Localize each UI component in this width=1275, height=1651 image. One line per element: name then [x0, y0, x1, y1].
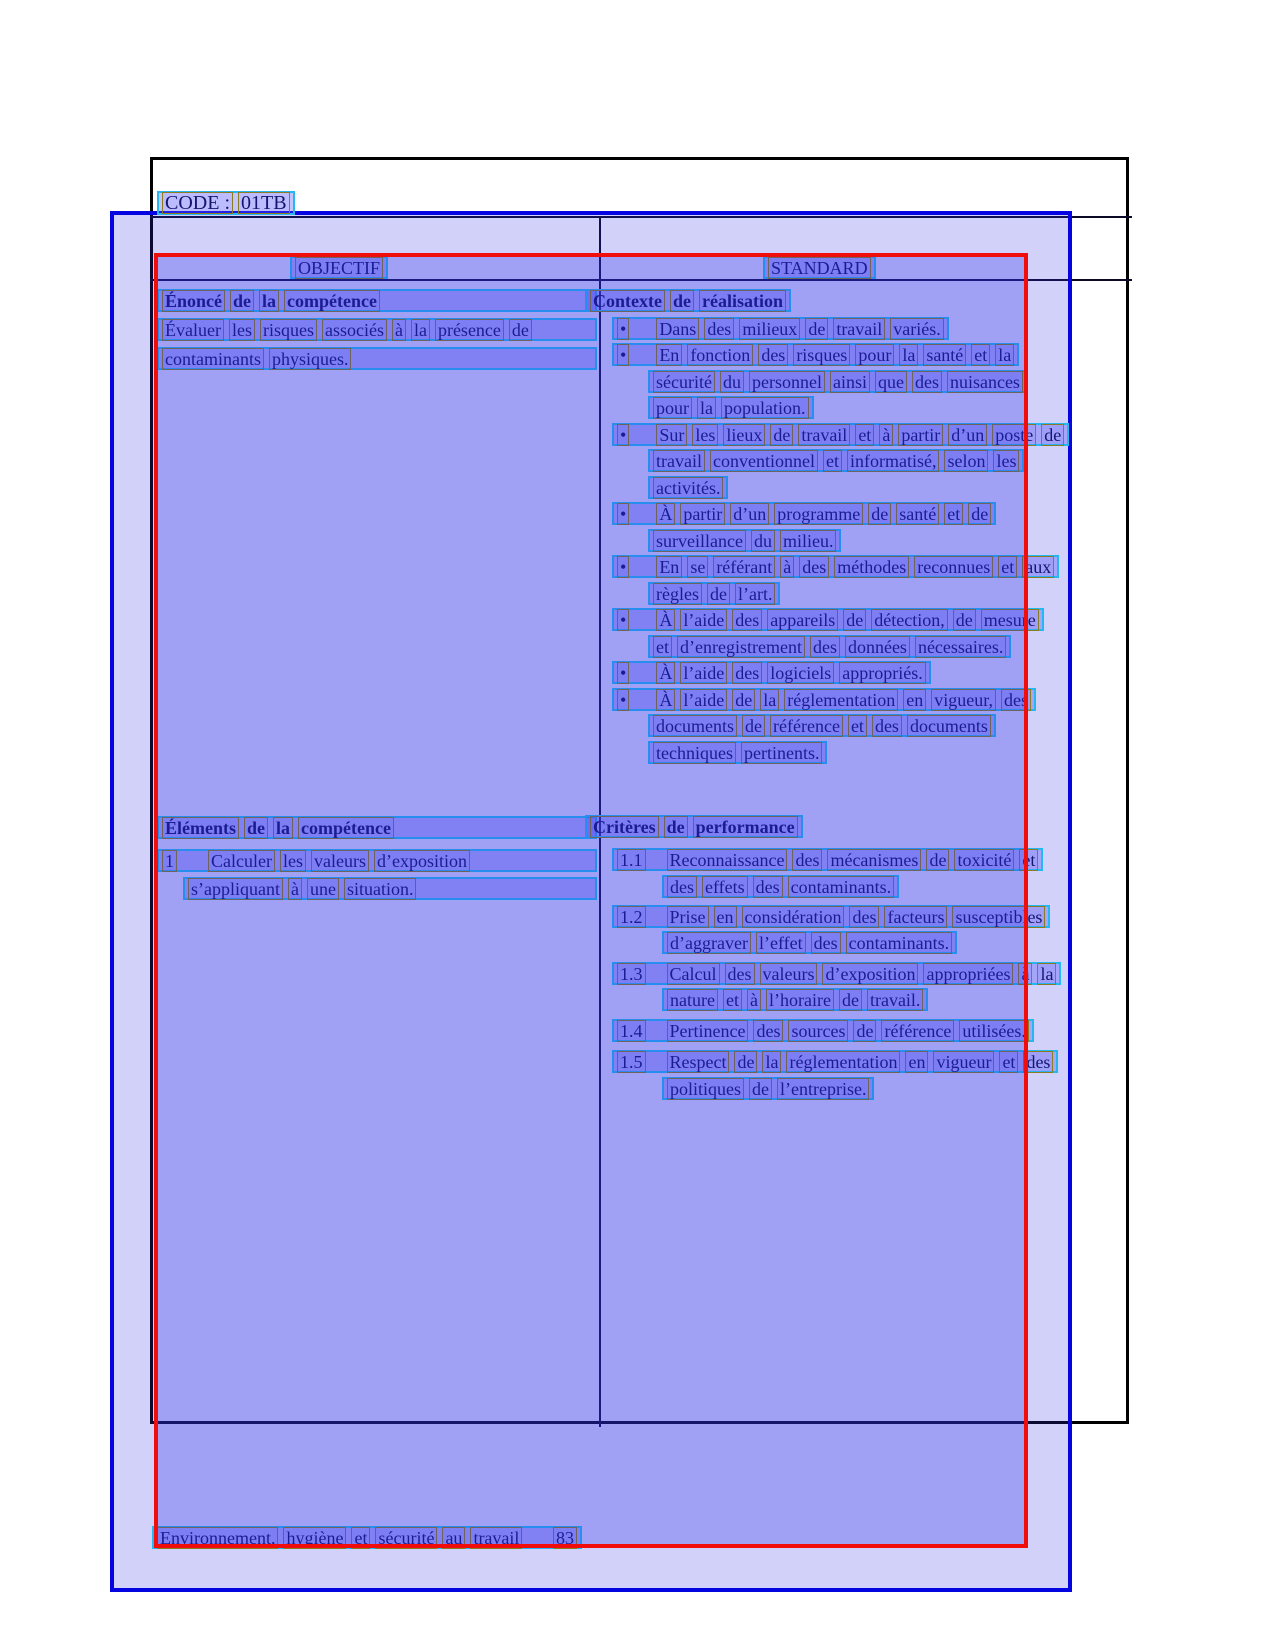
word-box: contaminants. — [788, 876, 894, 898]
word-box: l’aide — [680, 609, 727, 631]
word-box: CODE : — [162, 192, 233, 214]
word-box: réglementation — [786, 1051, 900, 1073]
word-box: Énoncé — [162, 290, 225, 312]
word-box: la — [259, 290, 279, 312]
word-box: Éléments — [162, 817, 239, 839]
word-box: de — [509, 319, 532, 341]
word-box: de — [742, 715, 765, 737]
word-box: OBJECTIF — [295, 257, 383, 279]
word-box: programme — [774, 503, 863, 525]
item-number: 1.5 — [617, 1051, 646, 1073]
word-box: techniques — [653, 742, 736, 764]
word-box: hygiène — [283, 1527, 346, 1549]
word-box: logiciels — [767, 662, 834, 684]
word-box: partir — [680, 503, 725, 525]
word-box: sécurité — [375, 1527, 437, 1549]
word-box: des — [758, 344, 788, 366]
word-box: vigueur — [933, 1051, 994, 1073]
word-box: Reconnaissance — [667, 849, 788, 871]
word-box: à — [1018, 963, 1032, 985]
bullet-icon: • — [617, 662, 629, 684]
word-box: d’aggraver — [667, 932, 751, 954]
word-box: de — [230, 290, 254, 312]
word-box: des — [810, 636, 840, 658]
word-box: de — [670, 290, 694, 312]
word-box: de — [868, 503, 891, 525]
word-box: et — [723, 989, 742, 1011]
word-box: reconnues — [914, 556, 993, 578]
word-box: de — [968, 503, 991, 525]
word-box: et — [998, 556, 1017, 578]
bullet-icon: • — [617, 318, 629, 340]
word-box: des — [753, 1020, 783, 1042]
word-box: la — [411, 319, 430, 341]
word-box: En — [656, 344, 682, 366]
bullet-icon: • — [617, 689, 629, 711]
word-box: milieux — [739, 318, 800, 340]
word-box: Calcul — [667, 963, 720, 985]
word-box: la — [899, 344, 918, 366]
word-box: l’art. — [735, 583, 775, 605]
word-box: d’exposition — [374, 850, 470, 872]
word-box: appropriés. — [839, 662, 925, 684]
word-box: de — [734, 1051, 757, 1073]
word-box: nécessaires. — [915, 636, 1006, 658]
word-box: À — [656, 609, 675, 631]
word-box: À — [656, 662, 675, 684]
word-box: de — [664, 816, 688, 838]
word-box: ainsi — [830, 371, 870, 393]
bullet-icon: • — [617, 609, 629, 631]
word-box: en — [903, 689, 926, 711]
word-box: référant — [713, 556, 775, 578]
word-box: des — [1001, 689, 1031, 711]
word-box: lieux — [723, 424, 765, 446]
word-box: et — [653, 636, 672, 658]
word-box: risques — [260, 319, 317, 341]
item-number: 1.2 — [617, 906, 646, 928]
word-box: les — [692, 424, 718, 446]
word-box: d’enregistrement — [677, 636, 805, 658]
word-box: l’entreprise. — [777, 1078, 869, 1100]
word-box: variés. — [890, 318, 943, 340]
word-box: référence — [770, 715, 843, 737]
word-box: facteurs — [884, 906, 947, 928]
word-box: l’aide — [680, 689, 727, 711]
word-box: de — [853, 1020, 876, 1042]
word-box: appareils — [767, 609, 838, 631]
item-number: 1.3 — [617, 963, 646, 985]
word-box: de — [707, 583, 730, 605]
word-box: Prise — [667, 906, 709, 928]
word-box: la — [995, 344, 1014, 366]
word-box: physiques. — [269, 348, 352, 370]
word-box: effets — [702, 876, 748, 898]
word-box: et — [999, 1051, 1018, 1073]
word-box: situation. — [344, 878, 417, 900]
word-box: En — [656, 556, 682, 578]
word-box: des — [732, 609, 762, 631]
word-box: des — [912, 371, 942, 393]
word-box: des — [872, 715, 902, 737]
word-box: des — [732, 662, 762, 684]
item-number: 1 — [162, 850, 177, 872]
word-box: Calculer — [208, 850, 275, 872]
word-box: détection, — [871, 609, 947, 631]
word-box: de — [770, 424, 793, 446]
word-box: informatisé, — [847, 450, 939, 472]
word-box: des — [849, 906, 879, 928]
word-box: documents — [907, 715, 991, 737]
word-box: du — [720, 371, 744, 393]
word-box: au — [442, 1527, 465, 1549]
code-line — [157, 191, 295, 215]
word-box: 01TB — [238, 192, 290, 214]
word-box: nature — [667, 989, 718, 1011]
word-box: contaminants — [162, 348, 264, 370]
word-box: pour — [653, 397, 692, 419]
word-box: des — [1023, 1051, 1053, 1073]
word-box: considération — [742, 906, 845, 928]
word-box: règles — [653, 583, 702, 605]
word-box: une — [307, 878, 339, 900]
word-box: de — [926, 849, 949, 871]
word-box: et — [944, 503, 963, 525]
word-box: personnel — [749, 371, 825, 393]
word-box: nuisances — [947, 371, 1023, 393]
annotation-inner-rect — [154, 253, 1028, 1548]
word-box: l’horaire — [766, 989, 834, 1011]
word-box: sécurité — [653, 371, 715, 393]
word-box: les — [280, 850, 306, 872]
word-box: d’un — [730, 503, 769, 525]
word-box: référence — [881, 1020, 954, 1042]
word-box: mécanismes — [827, 849, 921, 871]
word-box: documents — [653, 715, 737, 737]
word-box: susceptibles — [952, 906, 1045, 928]
word-box: en — [905, 1051, 928, 1073]
word-box: travail — [653, 450, 705, 472]
word-box: Contexte — [590, 290, 665, 312]
word-box: la — [762, 1051, 781, 1073]
word-box: en — [714, 906, 737, 928]
word-box: appropriées — [923, 963, 1013, 985]
word-box: et — [971, 344, 990, 366]
word-box: à — [780, 556, 794, 578]
word-box: À — [656, 503, 675, 525]
word-box: partir — [898, 424, 943, 446]
bullet-icon: • — [617, 344, 629, 366]
word-box: conventionnel — [710, 450, 818, 472]
word-box: et — [855, 424, 874, 446]
word-box: santé — [923, 344, 966, 366]
word-box: politiques — [667, 1078, 744, 1100]
word-box: Pertinence — [667, 1020, 749, 1042]
word-box: d’un — [948, 424, 987, 446]
word-box: de — [1041, 424, 1064, 446]
word-box: de — [843, 609, 866, 631]
word-box: à — [747, 989, 761, 1011]
word-box: du — [751, 530, 775, 552]
word-box: les — [993, 450, 1019, 472]
word-box: activités. — [653, 477, 723, 499]
word-box: des — [753, 876, 783, 898]
word-box: à — [288, 878, 302, 900]
bullet-icon: • — [617, 424, 629, 446]
word-box: de — [953, 609, 976, 631]
bullet-icon: • — [617, 556, 629, 578]
word-box: travail — [833, 318, 885, 340]
word-box: travail — [798, 424, 850, 446]
word-box: Évaluer — [162, 319, 224, 341]
word-box: de — [732, 689, 755, 711]
word-box: la — [273, 817, 293, 839]
word-box: pertinents. — [741, 742, 822, 764]
word-box: à — [392, 319, 406, 341]
word-box: et — [848, 715, 867, 737]
word-box: population. — [721, 397, 809, 419]
word-box: Respect — [667, 1051, 730, 1073]
word-box: surveillance — [653, 530, 746, 552]
word-box: selon — [944, 450, 988, 472]
word-box: réglementation — [784, 689, 898, 711]
word-box: Environnement, — [157, 1527, 278, 1549]
word-box: santé — [896, 503, 939, 525]
word-box: sources — [788, 1020, 848, 1042]
word-box: les — [229, 319, 255, 341]
word-box: valeurs — [311, 850, 369, 872]
word-box: contaminants. — [846, 932, 952, 954]
word-box: des — [725, 963, 755, 985]
word-box: des — [667, 876, 697, 898]
word-box: méthodes — [834, 556, 909, 578]
word-box: utilisées. — [959, 1020, 1029, 1042]
word-box: associés — [322, 319, 387, 341]
bullet-icon: • — [617, 503, 629, 525]
word-box: fonction — [687, 344, 753, 366]
word-box: STANDARD — [768, 257, 871, 279]
word-box: se — [687, 556, 708, 578]
word-box: des — [792, 849, 822, 871]
word-box: d’exposition — [822, 963, 918, 985]
word-box: et — [1019, 849, 1038, 871]
word-box: travail — [470, 1527, 522, 1549]
word-box: vigueur, — [931, 689, 996, 711]
word-box: de — [805, 318, 828, 340]
word-box: des — [799, 556, 829, 578]
word-box: À — [656, 689, 675, 711]
word-box: milieu. — [780, 530, 837, 552]
word-box: de — [244, 817, 268, 839]
word-box: présence — [435, 319, 504, 341]
word-box: performance — [693, 816, 798, 838]
item-number: 1.4 — [617, 1020, 646, 1042]
word-box: de — [839, 989, 862, 1011]
word-box: Sur — [656, 424, 687, 446]
word-box: la — [760, 689, 779, 711]
word-box: aux — [1022, 556, 1054, 578]
word-box: à — [879, 424, 893, 446]
word-box: valeurs — [760, 963, 818, 985]
word-box: que — [875, 371, 907, 393]
word-box: s’appliquant — [188, 878, 283, 900]
page-number: 83 — [553, 1527, 577, 1549]
word-box: mesure — [981, 609, 1039, 631]
word-box: Critères — [590, 816, 659, 838]
word-box: l’effet — [756, 932, 806, 954]
word-box: de — [749, 1078, 772, 1100]
word-box: travail. — [867, 989, 923, 1011]
word-box: risques — [793, 344, 850, 366]
word-box: poste — [992, 424, 1036, 446]
word-box: et — [351, 1527, 370, 1549]
word-box: Dans — [656, 318, 699, 340]
word-box: pour — [855, 344, 894, 366]
word-box: réalisation — [699, 290, 786, 312]
word-box: la — [1037, 963, 1056, 985]
word-box: et — [823, 450, 842, 472]
word-box: la — [697, 397, 716, 419]
word-box: des — [704, 318, 734, 340]
item-number: 1.1 — [617, 849, 646, 871]
word-box: compétence — [284, 290, 380, 312]
word-box: données — [845, 636, 910, 658]
word-box: toxicité — [954, 849, 1014, 871]
word-box: des — [811, 932, 841, 954]
word-box: l’aide — [680, 662, 727, 684]
word-box: compétence — [298, 817, 394, 839]
